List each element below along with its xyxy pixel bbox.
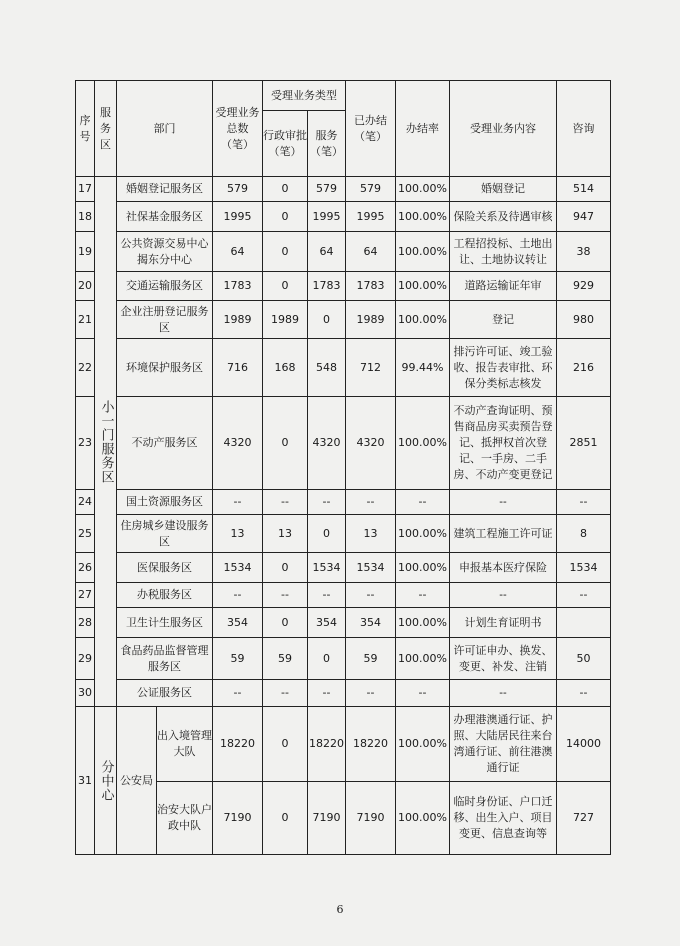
row-service: 354	[308, 608, 346, 638]
row-consult: 514	[557, 177, 611, 202]
row-consult: 8	[557, 515, 611, 553]
row-seq: 18	[76, 202, 95, 232]
row-total: --	[213, 680, 263, 707]
row-consult: --	[557, 490, 611, 515]
row-rate: --	[396, 583, 450, 608]
row-dept: 办税服务区	[117, 583, 213, 608]
row-content: --	[450, 490, 557, 515]
row-consult: 947	[557, 202, 611, 232]
row-rate: 100.00%	[396, 515, 450, 553]
row-total: --	[213, 490, 263, 515]
row-content: 道路运输证年审	[450, 272, 557, 301]
row-content: 婚姻登记	[450, 177, 557, 202]
row-dept: 医保服务区	[117, 553, 213, 583]
table-row	[76, 608, 611, 638]
row-seq: 30	[76, 680, 95, 707]
statistics-table	[75, 80, 611, 855]
row-content: 计划生育证明书	[450, 608, 557, 638]
row-service: 1995	[308, 202, 346, 232]
row-dept: 治安大队户政中队	[157, 782, 213, 855]
row-dept: 国土资源服务区	[117, 490, 213, 515]
row-done: 712	[346, 339, 396, 397]
header-admin: 行政审批（笔）	[263, 111, 308, 177]
row-consult: 2851	[557, 397, 611, 490]
row-content: 不动产查询证明、预售商品房买卖预告登记、抵押权首次登记、一手房、二手房、不动产变更登记	[450, 397, 557, 490]
table-row	[76, 232, 611, 272]
row-rate: 100.00%	[396, 782, 450, 855]
row-service: 0	[308, 638, 346, 680]
row-rate: 100.00%	[396, 397, 450, 490]
area-fenzhongxin-label: 分中心	[98, 759, 114, 802]
row-content: 办理港澳通行证、护照、大陆居民往来台湾通行证、前往港澳通行证	[450, 707, 557, 782]
row-service: 7190	[308, 782, 346, 855]
row-content: 工程招投标、土地出让、土地协议转让	[450, 232, 557, 272]
row-service: 64	[308, 232, 346, 272]
row-content: 登记	[450, 301, 557, 339]
row-done: 354	[346, 608, 396, 638]
row-done: 13	[346, 515, 396, 553]
header-row	[76, 81, 611, 111]
row-done: 64	[346, 232, 396, 272]
row-total: 1534	[213, 553, 263, 583]
row-admin: --	[263, 583, 308, 608]
row-dept: 公证服务区	[117, 680, 213, 707]
row-seq: 17	[76, 177, 95, 202]
row-admin: 0	[263, 397, 308, 490]
area-fenzhongxin-cell	[95, 707, 117, 855]
row-dept: 社保基金服务区	[117, 202, 213, 232]
row-seq: 23	[76, 397, 95, 490]
area-label-cell	[95, 177, 117, 707]
row-seq: 21	[76, 301, 95, 339]
row-admin: 0	[263, 553, 308, 583]
row-seq: 29	[76, 638, 95, 680]
row-rate: 100.00%	[396, 707, 450, 782]
row-consult: 727	[557, 782, 611, 855]
area-xiaoyimen-label: 小一门服务区	[98, 399, 114, 484]
row-consult: 38	[557, 232, 611, 272]
row-content: --	[450, 583, 557, 608]
row-dept: 婚姻登记服务区	[117, 177, 213, 202]
sub-gonganju: 公安局	[117, 707, 157, 855]
row-total: 59	[213, 638, 263, 680]
row-total: --	[213, 583, 263, 608]
row-rate: 99.44%	[396, 339, 450, 397]
row-admin: 0	[263, 272, 308, 301]
row-done: --	[346, 680, 396, 707]
header-service: 服务（笔）	[308, 111, 346, 177]
row-service: --	[308, 490, 346, 515]
row-admin: --	[263, 680, 308, 707]
table-row	[76, 707, 611, 782]
row-seq: 26	[76, 553, 95, 583]
row-total: 354	[213, 608, 263, 638]
header-dept: 部门	[117, 81, 213, 177]
row-rate: 100.00%	[396, 553, 450, 583]
row-seq: 20	[76, 272, 95, 301]
row-consult: 216	[557, 339, 611, 397]
row-admin: 0	[263, 782, 308, 855]
row-service: 1783	[308, 272, 346, 301]
row-rate: 100.00%	[396, 638, 450, 680]
header-type-group: 受理业务类型	[263, 81, 346, 111]
row-done: 1989	[346, 301, 396, 339]
header-total: 受理业务总数（笔）	[213, 81, 263, 177]
row-done: 1783	[346, 272, 396, 301]
row-total: 1783	[213, 272, 263, 301]
row-total: 579	[213, 177, 263, 202]
table-row	[76, 397, 611, 490]
row-consult: 14000	[557, 707, 611, 782]
row-dept: 公共资源交易中心揭东分中心	[117, 232, 213, 272]
row-dept: 企业注册登记服务区	[117, 301, 213, 339]
row-content: 建筑工程施工许可证	[450, 515, 557, 553]
row-content: 排污许可证、竣工验收、报告表审批、环保分类标志核发	[450, 339, 557, 397]
table-row	[76, 638, 611, 680]
row-dept: 交通运输服务区	[117, 272, 213, 301]
row-admin: 13	[263, 515, 308, 553]
row-service: 548	[308, 339, 346, 397]
header-content: 受理业务内容	[450, 81, 557, 177]
row-dept: 卫生计生服务区	[117, 608, 213, 638]
table-row	[76, 339, 611, 397]
row-total: 18220	[213, 707, 263, 782]
table-row	[76, 553, 611, 583]
row-dept: 住房城乡建设服务区	[117, 515, 213, 553]
row-admin: 1989	[263, 301, 308, 339]
table-row	[76, 272, 611, 301]
row-rate: 100.00%	[396, 177, 450, 202]
row-dept: 食品药品监督管理服务区	[117, 638, 213, 680]
row-rate: 100.00%	[396, 608, 450, 638]
row-content: 申报基本医疗保险	[450, 553, 557, 583]
row-admin: 0	[263, 608, 308, 638]
row-dept: 不动产服务区	[117, 397, 213, 490]
row-service: 18220	[308, 707, 346, 782]
row-admin: 0	[263, 177, 308, 202]
row-seq: 31	[76, 707, 95, 855]
header-done: 已办结（笔）	[346, 81, 396, 177]
header-rate: 办结率	[396, 81, 450, 177]
row-rate: 100.00%	[396, 272, 450, 301]
row-content: 保险关系及待遇审核	[450, 202, 557, 232]
row-total: 1995	[213, 202, 263, 232]
row-consult	[557, 608, 611, 638]
row-consult: --	[557, 680, 611, 707]
row-total: 13	[213, 515, 263, 553]
row-consult: 1534	[557, 553, 611, 583]
row-service: 0	[308, 301, 346, 339]
table-row	[76, 680, 611, 707]
row-consult: 50	[557, 638, 611, 680]
row-admin: --	[263, 490, 308, 515]
row-service: 4320	[308, 397, 346, 490]
header-consult: 咨询	[557, 81, 611, 177]
table-row	[76, 177, 611, 202]
row-consult: 929	[557, 272, 611, 301]
row-done: 7190	[346, 782, 396, 855]
row-rate: 100.00%	[396, 202, 450, 232]
row-seq: 24	[76, 490, 95, 515]
table-row	[76, 301, 611, 339]
header-seq: 序号	[76, 81, 95, 177]
row-rate: --	[396, 490, 450, 515]
row-done: --	[346, 490, 396, 515]
table-row	[76, 490, 611, 515]
row-service: 1534	[308, 553, 346, 583]
row-done: --	[346, 583, 396, 608]
page-number: 6	[336, 903, 344, 916]
row-service: --	[308, 583, 346, 608]
row-done: 4320	[346, 397, 396, 490]
row-seq: 22	[76, 339, 95, 397]
row-service: 579	[308, 177, 346, 202]
row-dept: 环境保护服务区	[117, 339, 213, 397]
table-row	[76, 202, 611, 232]
row-done: 18220	[346, 707, 396, 782]
row-consult: 980	[557, 301, 611, 339]
row-dept: 出入境管理大队	[157, 707, 213, 782]
row-service: 0	[308, 515, 346, 553]
row-done: 1995	[346, 202, 396, 232]
row-seq: 28	[76, 608, 95, 638]
table-row	[76, 515, 611, 553]
row-seq: 25	[76, 515, 95, 553]
header-area: 服务区	[95, 81, 117, 177]
row-rate: 100.00%	[396, 301, 450, 339]
row-consult: --	[557, 583, 611, 608]
row-content: 许可证申办、换发、变更、补发、注销	[450, 638, 557, 680]
row-service: --	[308, 680, 346, 707]
row-admin: 0	[263, 232, 308, 272]
row-total: 716	[213, 339, 263, 397]
row-admin: 0	[263, 202, 308, 232]
row-done: 1534	[346, 553, 396, 583]
row-rate: 100.00%	[396, 232, 450, 272]
row-total: 1989	[213, 301, 263, 339]
row-admin: 59	[263, 638, 308, 680]
row-done: 579	[346, 177, 396, 202]
row-total: 4320	[213, 397, 263, 490]
row-done: 59	[346, 638, 396, 680]
table-row	[76, 583, 611, 608]
row-rate: --	[396, 680, 450, 707]
row-seq: 19	[76, 232, 95, 272]
row-total: 7190	[213, 782, 263, 855]
row-admin: 168	[263, 339, 308, 397]
row-total: 64	[213, 232, 263, 272]
row-content: 临时身份证、户口迁移、出生入户、项目变更、信息查询等	[450, 782, 557, 855]
row-content: --	[450, 680, 557, 707]
row-admin: 0	[263, 707, 308, 782]
row-seq: 27	[76, 583, 95, 608]
table-row	[76, 782, 611, 855]
